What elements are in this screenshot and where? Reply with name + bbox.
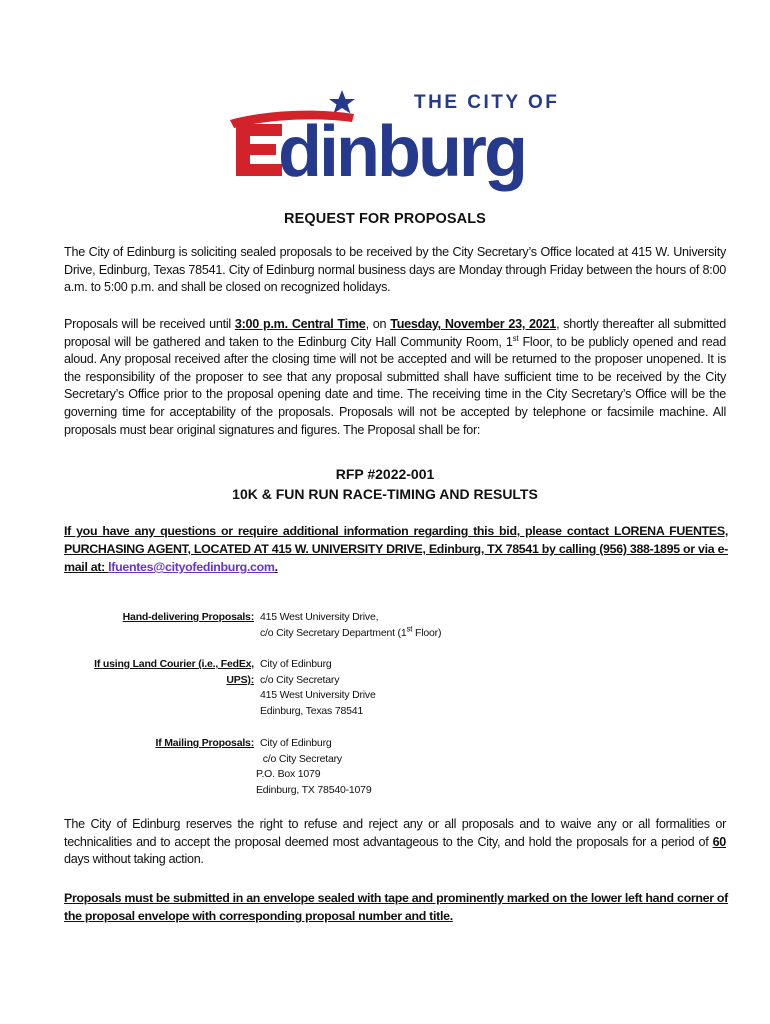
rfp-name: 10K & FUN RUN RACE-TIMING AND RESULTS — [232, 486, 538, 502]
mailing-address-line: P.O. Box 1079 — [256, 768, 321, 781]
contact-paragraph — [64, 522, 728, 576]
logo-line1: THE CITY OF — [414, 92, 560, 113]
city-logo — [226, 84, 566, 196]
hand-address-line: 415 West University Drive, — [260, 611, 379, 623]
edinburg-logo-graphic — [226, 84, 566, 196]
submission-text-3: , shortly thereafter all submitted proposal will be gathered and taken to the Edinburg City Hall Community Room, 1 — [64, 317, 726, 349]
submission-text-2: , on — [365, 317, 391, 331]
rfp-number: RFP #2022-001 — [335, 466, 435, 482]
hand-address-text: Floor) — [412, 626, 442, 639]
submission-text-1: Proposals will be received until — [64, 317, 235, 331]
reservation-text-1: The City of Edinburg reserves the right to refuse and reject any or all proposals and to waive any or all formalities or technicalities and to accept the proposal deemed most advantageous to the City, and hold the proposals for a period of — [64, 817, 726, 849]
submission-text-4: Floor, to be publicly opened and read aloud. Any proposal received after the closing time will not be accepted and will be returned to the proposer unopened. It is the responsibility of the proposer to see that any proposal submitted shall have sufficient time to be received by the City Secretary’s Office prior to the proposal opening date and time. The receiving time in the City Secretary’s Office will be the governing time for acceptability of the proposals. Proposals will not be accepted by telephone or facsimile machine. All proposals must bear original signatures and figures. The Proposal shall be for: — [64, 334, 726, 437]
submission-paragraph — [64, 316, 726, 439]
document-title: REQUEST FOR PROPOSALS — [284, 211, 486, 227]
floor-superscript: st — [512, 333, 519, 343]
mailing-address — [256, 736, 371, 798]
mailing-label: If Mailing Proposals: — [155, 737, 254, 749]
mailing-address-line: Edinburg, TX 78540-1079 — [256, 783, 372, 796]
courier-address-line: Edinburg, Texas 78541 — [260, 704, 364, 717]
mailing-address-line: c/o City Secretary — [260, 752, 342, 765]
star-icon — [329, 90, 355, 114]
courier-address-line: 415 West University Drive — [260, 689, 376, 702]
intro-paragraph: The City of Edinburg is soliciting sealed proposals to be received by the City Secretary’s Office located at 415 W. University Drive, Edinburg, Texas 78541. City of Edinburg normal business days are Monday through Friday between the hours of 8:00 a.m. to 5:00 p.m. and shall be closed on recognized holidays. — [64, 245, 726, 295]
mailing-address-line: City of Edinburg — [260, 737, 332, 749]
contact-text: If you have any questions or require additional information regarding this bid, please contact LORENA FUENTES, PURCHASING AGENT, LOCATED AT 415 W. UNIVERSITY DRIVE, Edinburg, TX 78541 by calling (956) 388-1895 or via e-mail at: — [64, 524, 728, 574]
envelope-instructions: Proposals must be submitted in an envelope sealed with tape and prominently marked on the lower left hand corner of the proposal envelope with corresponding proposal number and title. — [64, 891, 728, 923]
deadline-date: Tuesday, November 23, 2021 — [390, 317, 557, 331]
reservation-text-2: days without taking action. — [64, 852, 204, 867]
contact-end: . — [274, 560, 278, 574]
courier-address-line: City of Edinburg — [260, 658, 332, 670]
deadline-time: 3:00 p.m. Central Time — [234, 317, 366, 331]
reservation-paragraph — [64, 816, 726, 869]
courier-address-line: c/o City Secretary — [260, 673, 340, 686]
hand-address-text: c/o City Secretary Department (1 — [260, 626, 407, 639]
holding-days: 60 — [712, 834, 726, 849]
contact-email-link[interactable]: lfuentes@cityofedinburg.com — [108, 560, 275, 574]
courier-label: If using Land Courier (i.e., FedEx, UPS): — [94, 658, 254, 686]
hand-address-superscript: st — [406, 624, 413, 634]
logo-e-bottom — [236, 164, 282, 176]
courier-address — [260, 657, 376, 719]
hand-delivery-label: Hand-delivering Proposals: — [122, 611, 254, 623]
hand-address-line — [260, 626, 441, 642]
logo-wordmark: dinburg — [278, 112, 525, 192]
hand-delivery-address — [260, 610, 441, 641]
